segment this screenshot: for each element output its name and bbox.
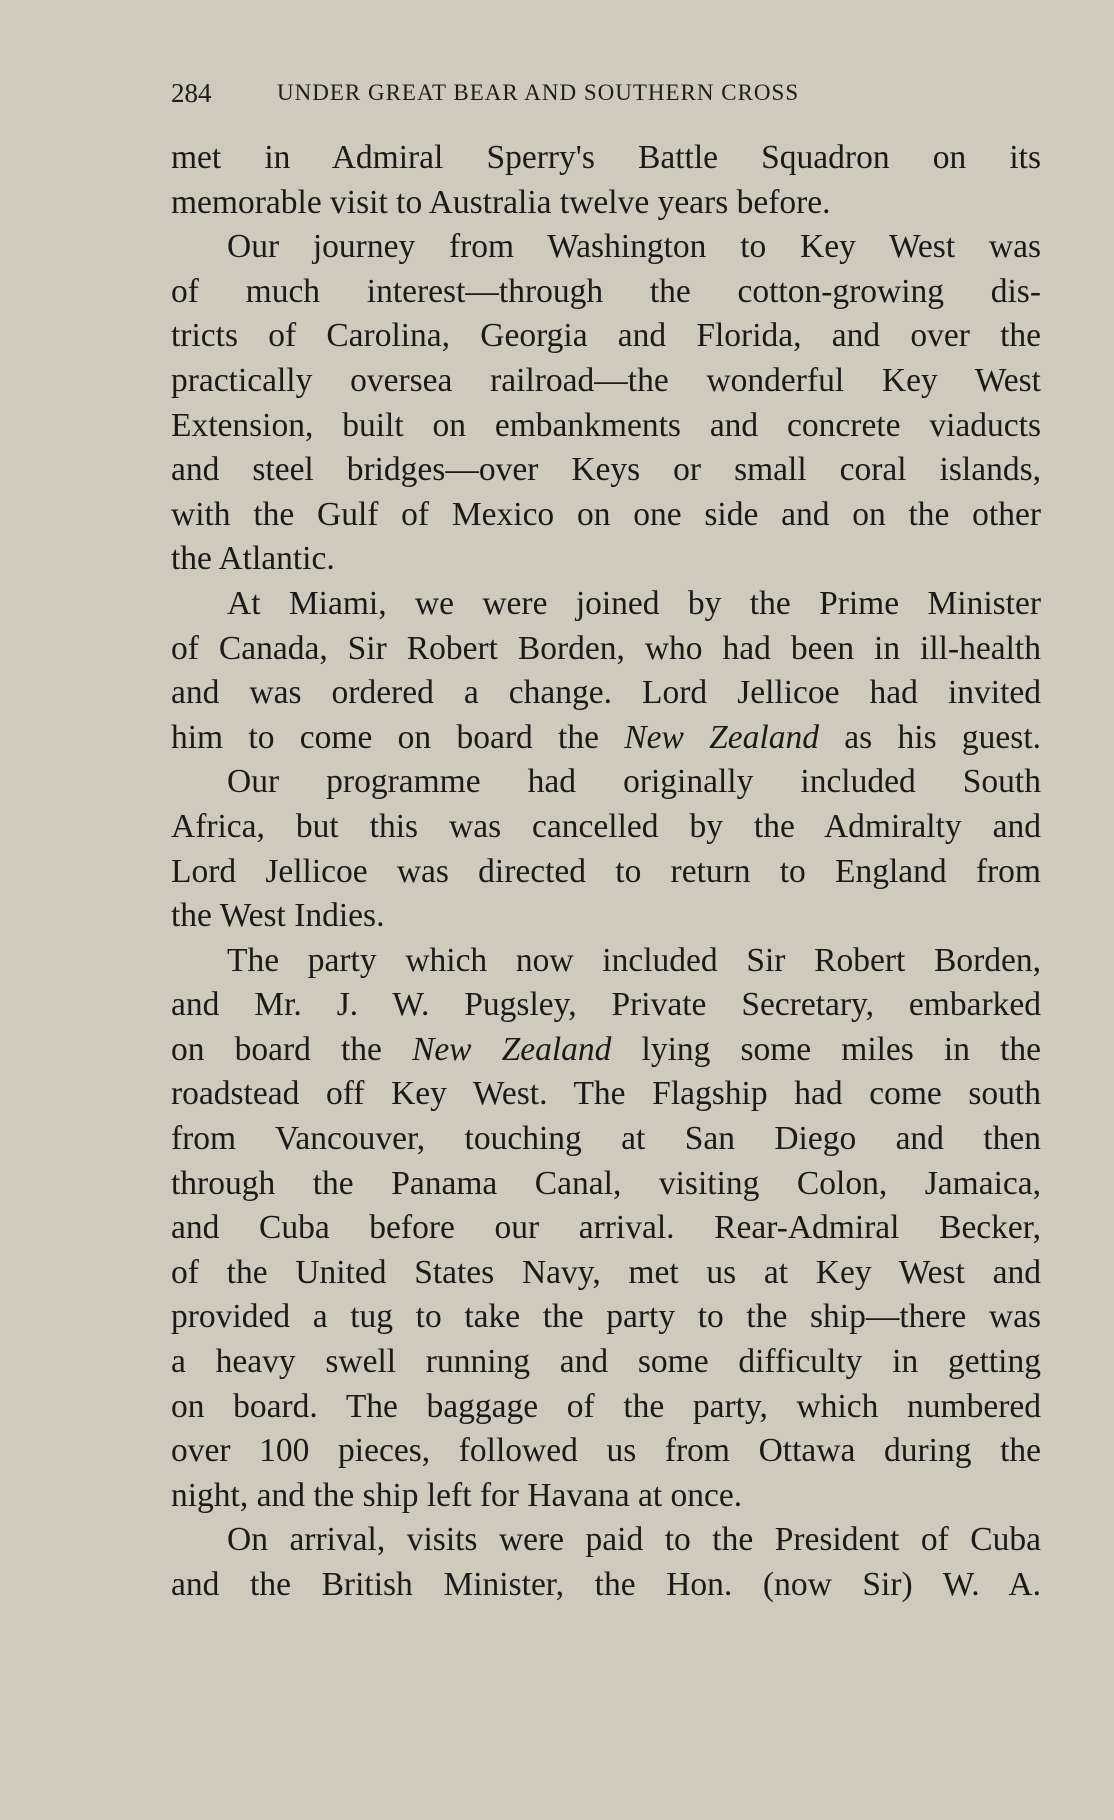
page-number: 284 <box>171 78 212 108</box>
text-line: of Canada, Sir Robert Borden, who had been in ill-health <box>171 629 1041 667</box>
text-line <box>171 1028 1041 1073</box>
text-line: practically oversea railroad—the wonderful Key West <box>171 361 1041 399</box>
running-header <box>171 78 1041 118</box>
text-line: memorable visit to Australia twelve years before. <box>171 183 831 221</box>
text-line: over 100 pieces, followed us from Ottawa during the <box>171 1432 1041 1470</box>
text-line: of much interest—through the cotton-growing dis- <box>171 272 1041 310</box>
text-line: with the Gulf of Mexico on one side and on the other <box>171 495 1041 533</box>
text-line: Extension, built on embankments and concrete viaducts <box>171 406 1041 444</box>
text-line: At Miami, we were joined by the Prime Minister <box>227 584 1041 622</box>
text-line: roadstead off Key West. The Flagship had come south <box>171 1075 1041 1113</box>
running-title: UNDER GREAT BEAR AND SOUTHERN CROSS <box>277 80 800 105</box>
text-line: Lord Jellicoe was directed to return to England from <box>171 852 1041 890</box>
text-line: on board. The baggage of the party, which numbered <box>171 1387 1041 1425</box>
text-line: of the United States Navy, met us at Key West and <box>171 1253 1041 1291</box>
text-line: Africa, but this was cancelled by the Admiralty and <box>171 807 1041 845</box>
text-line: the West Indies. <box>171 897 385 935</box>
text-line: Our programme had originally included South <box>227 763 1041 801</box>
text-line: provided a tug to take the party to the ship—there was <box>171 1298 1041 1336</box>
text-segment: lying some miles in the <box>611 1030 1041 1068</box>
text-line: and was ordered a change. Lord Jellicoe had invited <box>171 674 1041 712</box>
text-line: and steel bridges—over Keys or small coral islands, <box>171 451 1041 489</box>
text-line: a heavy swell running and some difficulty in getting <box>171 1343 1041 1381</box>
text-line: tricts of Carolina, Georgia and Florida, and over the <box>171 317 1041 355</box>
text-line: met in Admiral Sperry's Battle Squadron on its <box>171 139 1041 176</box>
text-segment: him to come on board the <box>171 718 625 756</box>
text-segment: on board the <box>171 1030 412 1068</box>
text-line: and Mr. J. W. Pugsley, Private Secretary, embarked <box>171 986 1041 1024</box>
text-line: through the Panama Canal, visiting Colon, Jamaica, <box>171 1164 1041 1202</box>
text-line: Our journey from Washington to Key West was <box>227 228 1041 266</box>
text-line: night, and the ship left for Havana at once. <box>171 1476 743 1514</box>
text-line: The party which now included Sir Robert Borden, <box>227 941 1041 979</box>
text-segment: as his guest. <box>818 718 1042 756</box>
text-line: and the British Minister, the Hon. (now Sir) W. A. <box>171 1566 1041 1603</box>
text-line: from Vancouver, touching at San Diego and then <box>171 1120 1041 1158</box>
text-line <box>171 716 1041 761</box>
text-line: the Atlantic. <box>171 540 335 578</box>
ship-name: New Zealand <box>411 1030 612 1068</box>
text-line: On arrival, visits were paid to the President of Cuba <box>227 1521 1041 1559</box>
ship-name: New Zealand <box>624 718 819 756</box>
text-line: and Cuba before our arrival. Rear-Admiral Becker, <box>171 1209 1041 1247</box>
body-text <box>171 136 1041 1608</box>
